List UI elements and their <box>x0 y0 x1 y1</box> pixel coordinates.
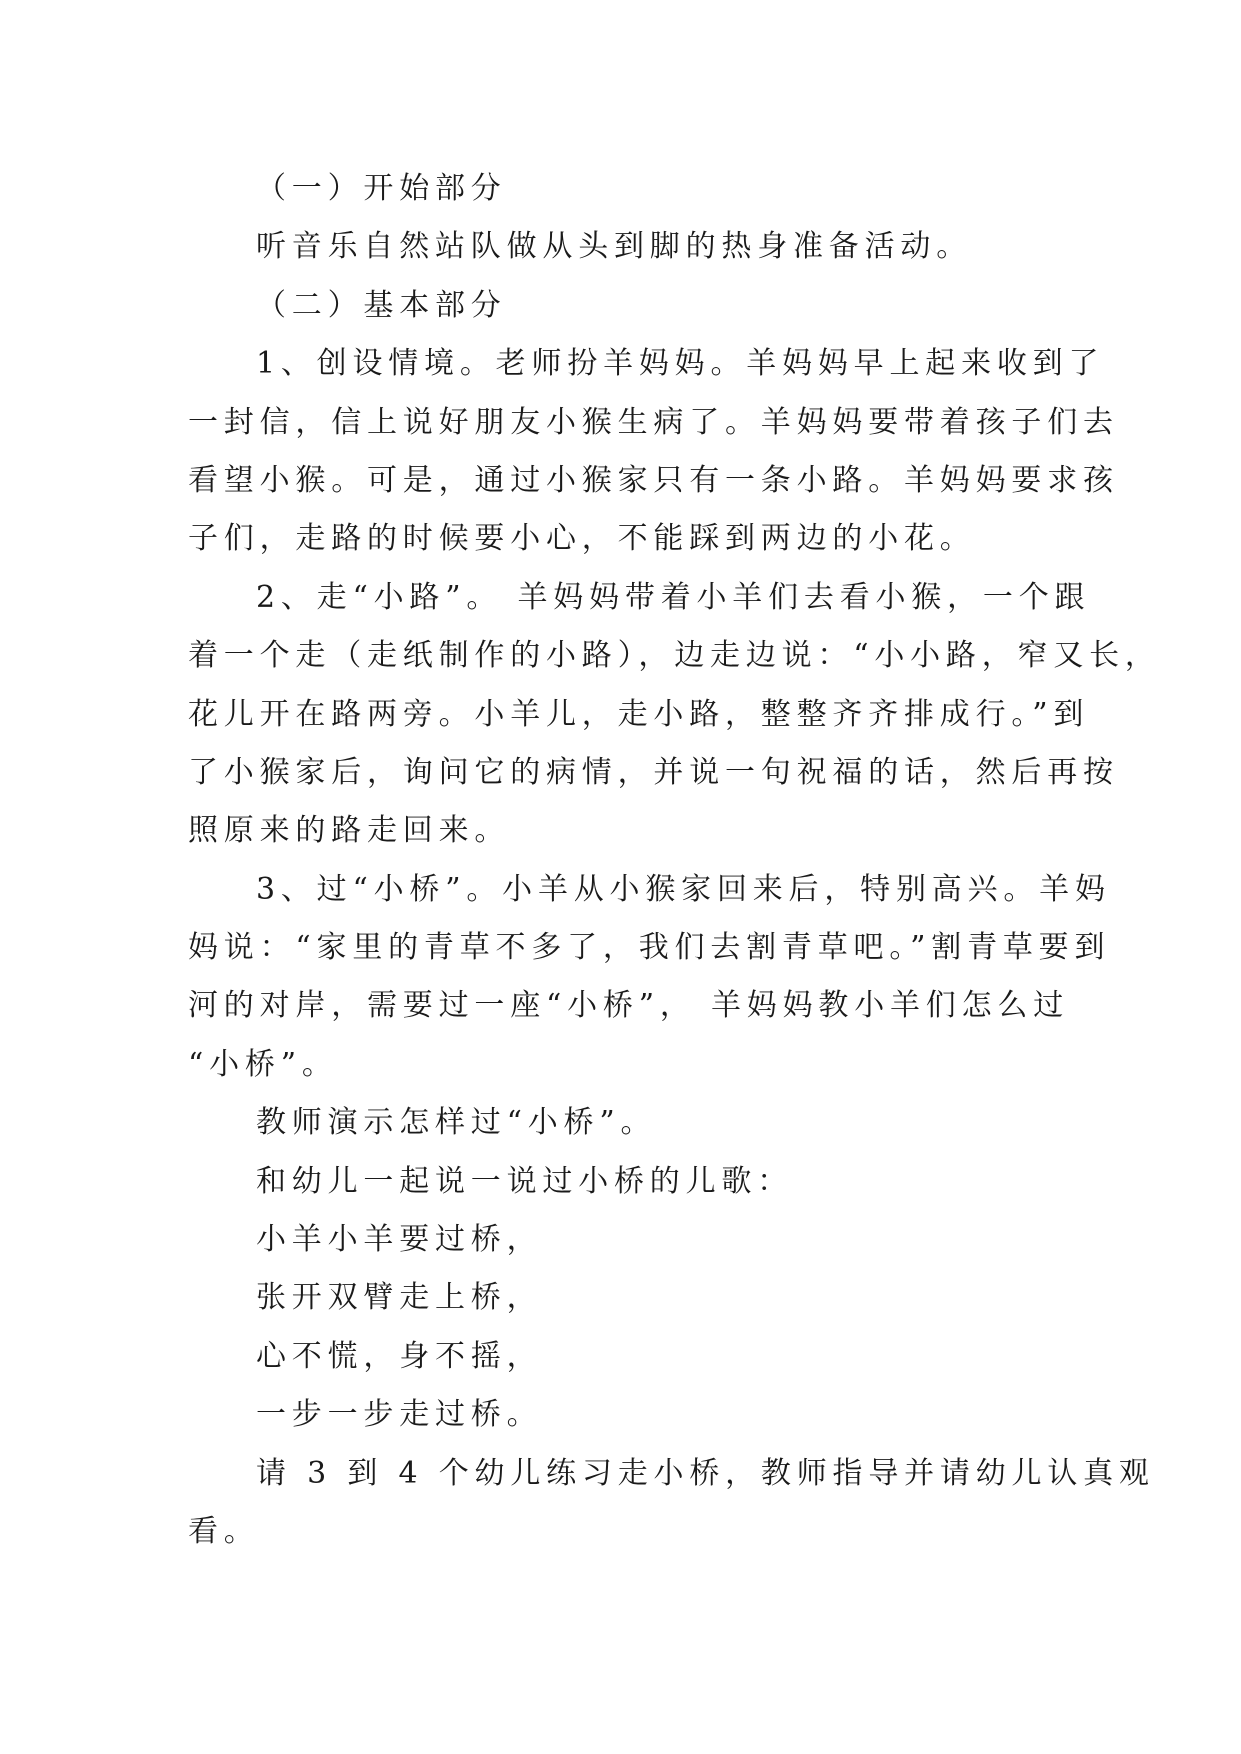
paragraph-line: 子们，走路的时候要小心，不能踩到两边的小花。 <box>188 521 976 557</box>
paragraph-line: 教师演示怎样过“小桥”。 <box>256 1105 657 1141</box>
paragraph-line: 3、过“小桥”。小羊从小猴家回来后，特别高兴。羊妈 <box>256 871 1111 907</box>
paragraph-line: 了小猴家后，询问它的病情，并说一句祝福的话，然后再按 <box>188 754 1119 790</box>
paragraph-line: “小桥”。 <box>188 1046 338 1082</box>
paragraph-line: 花儿开在路两旁。小羊儿，走小路，整整齐齐排成行。”到 <box>188 696 1090 732</box>
rhyme-line: 小羊小羊要过桥， <box>256 1222 543 1258</box>
paragraph-line: 和幼儿一起说一说过小桥的儿歌： <box>256 1163 793 1199</box>
paragraph-line: 河的对岸，需要过一座“小桥”， 羊妈妈教小羊们怎么过 <box>188 988 1070 1024</box>
rhyme-line: 张开双臂走上桥， <box>256 1280 543 1316</box>
paragraph-line: 一封信，信上说好朋友小猴生病了。羊妈妈要带着孩子们去 <box>188 404 1119 440</box>
paragraph-line: 看望小猴。可是，通过小猴家只有一条小路。羊妈妈要求孩 <box>188 462 1119 498</box>
paragraph-line: 1、创设情境。老师扮羊妈妈。羊妈妈早上起来收到了 <box>256 346 1105 382</box>
document-page <box>188 160 1161 1561</box>
rhyme-line: 心不慌，身不摇， <box>256 1338 543 1374</box>
section-heading-basic: （二）基本部分 <box>256 287 507 323</box>
rhyme-line: 一步一步走过桥。 <box>256 1397 543 1433</box>
paragraph-line: 2、走“小路”。 羊妈妈带着小羊们去看小猴，一个跟 <box>256 579 1091 615</box>
paragraph-line: 着一个走（走纸制作的小路），边走边说：“小小路，窄又长， <box>188 638 1161 674</box>
paragraph-warmup: 听音乐自然站队做从头到脚的热身准备活动。 <box>256 229 972 265</box>
paragraph-line: 请 3 到 4 个幼儿练习走小桥，教师指导并请幼儿认真观 <box>256 1455 1155 1491</box>
paragraph-line: 看。 <box>188 1513 260 1549</box>
section-heading-start: （一）开始部分 <box>256 171 507 206</box>
paragraph-line: 照原来的路走回来。 <box>188 813 511 849</box>
paragraph-line: 妈说：“家里的青草不多了，我们去割青草吧。”割青草要到 <box>188 930 1111 966</box>
